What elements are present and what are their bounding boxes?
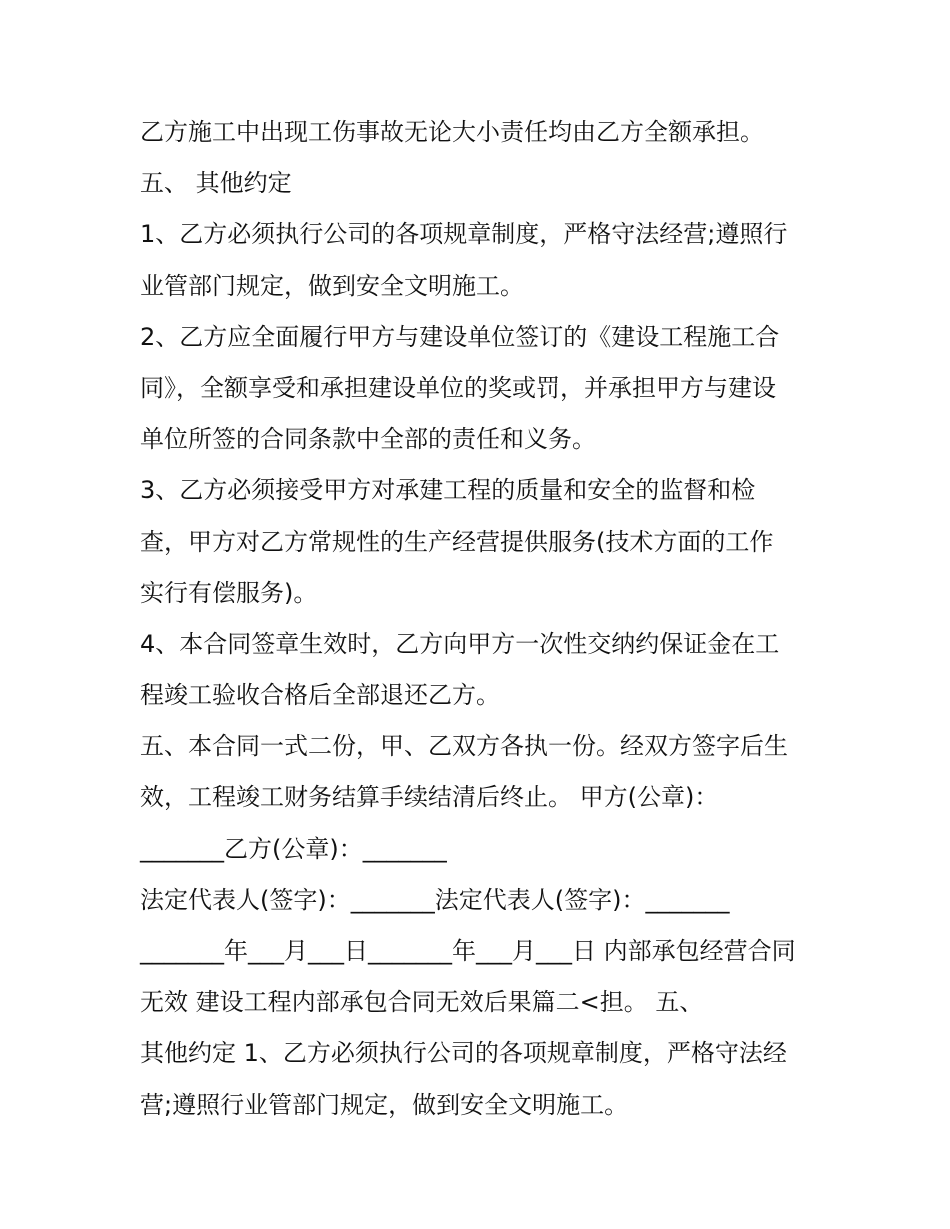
text-line-8: 3、乙方必须接受甲方对承建工程的质量和安全的监督和检 bbox=[140, 476, 756, 505]
text-line-2: 五、 其他约定 bbox=[140, 169, 292, 198]
text-line-11: 4、本合同签章生效时，乙方向甲方一次性交纳约保证金在工 bbox=[140, 629, 780, 658]
text-line-10: 实行有偿服务)。 bbox=[140, 578, 318, 607]
text-line-13: 五、本合同一式二份，甲、乙双方各执一份。经双方签字后生 bbox=[140, 732, 788, 761]
text-line-20: 营;遵照行业管部门规定，做到安全文明施工。 bbox=[140, 1090, 629, 1119]
text-line-6: 同》，全额享受和承担建设单位的奖或罚，并承担甲方与建设 bbox=[140, 373, 776, 402]
text-line-15: _______乙方(公章)：_______ bbox=[140, 834, 447, 863]
text-line-4: 业管部门规定，做到安全文明施工。 bbox=[140, 271, 524, 300]
text-line-17: _______年___月___日_______年___月___日 内部承包经营合同 bbox=[140, 937, 796, 965]
text-line-12: 程竣工验收合格后全部退还乙方。 bbox=[140, 681, 500, 710]
text-line-14: 效，工程竣工财务结算手续结清后终止。 甲方(公章)： bbox=[140, 783, 719, 812]
text-line-7: 单位所签的合同条款中全部的责任和义务。 bbox=[140, 425, 596, 454]
document-body bbox=[140, 107, 830, 1131]
text-line-5: 2、乙方应全面履行甲方与建设单位签订的《建设工程施工合 bbox=[140, 322, 780, 351]
text-line-9: 查，甲方对乙方常规性的生产经营提供服务(技术方面的工作 bbox=[140, 527, 774, 556]
text-line-3: 1、乙方必须执行公司的各项规章制度，严格守法经营;遵照行 bbox=[140, 220, 788, 249]
text-line-16: 法定代表人(签字)：_______法定代表人(签字)：_______ bbox=[140, 885, 730, 914]
text-line-19: 其他约定 1、乙方必须执行公司的各项规章制度，严格守法经 bbox=[140, 1039, 787, 1068]
text-line-18: 无效 建设工程内部承包合同无效后果篇二<担。 五、 bbox=[140, 988, 704, 1017]
text-line-1: 乙方施工中出现工伤事故无论大小责任均由乙方全额承担。 bbox=[140, 118, 764, 146]
